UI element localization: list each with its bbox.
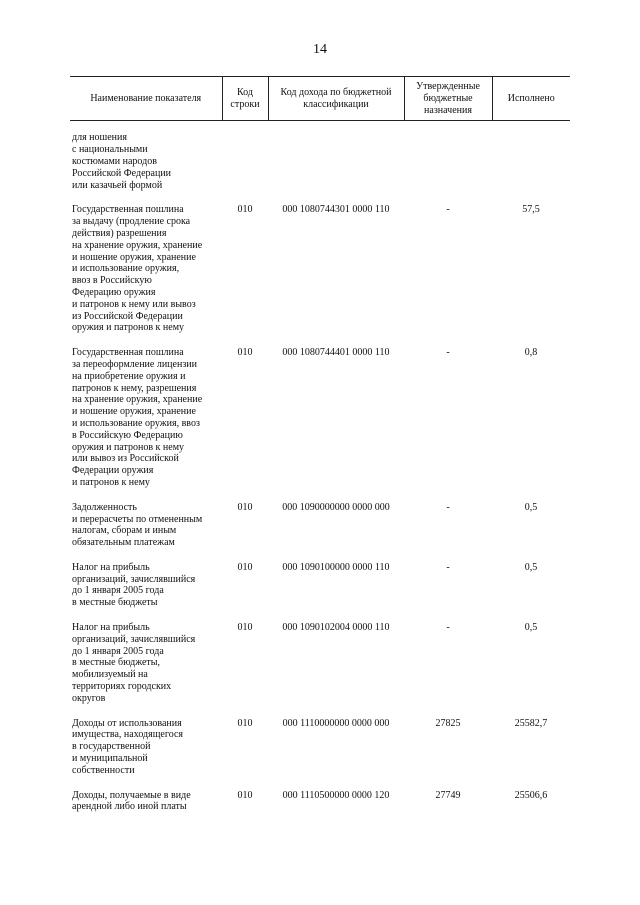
cell-line-code: 010	[237, 622, 253, 634]
cell-indicator-name: Налог на прибыль организаций, зачислявшийся до 1 января 2005 года в местные бюджеты	[72, 561, 196, 609]
table-row	[70, 612, 570, 708]
cell-line-code: 010	[237, 717, 253, 729]
cell-executed: 25506,6	[514, 789, 548, 801]
table-body	[70, 121, 570, 816]
cell-approved: -	[446, 204, 450, 216]
table-row	[70, 780, 570, 817]
cell-income-code: 000 1110000000 0000 000	[282, 717, 390, 729]
cell-executed	[492, 121, 570, 194]
cell-indicator-name: Доходы от использования имущества, находящегося в государственной и муниципальной собственности	[72, 717, 183, 776]
cell-executed: 0,8	[524, 347, 538, 359]
cell-approved: -	[446, 622, 450, 634]
cell-indicator-name: Государственная пошлина за переоформление лицензии на приобретение оружия и патронов к нему, разрешения на хранение оружия, хранение и ношение оружия, хранение и использование оружия, ввоз в Российскую Федерацию оружия и патронов к нему или вывоз из Российской Федерации оружия и патронов к нему	[72, 347, 203, 488]
header-executed: Исполнено	[492, 77, 570, 121]
cell-executed: 0,5	[524, 622, 538, 634]
cell-line-code: 010	[237, 561, 253, 573]
cell-line-code: 010	[237, 501, 253, 513]
header-line-code: Код строки	[222, 77, 268, 121]
cell-executed: 25582,7	[514, 717, 548, 729]
cell-indicator-name: для ношения с национальными костюмами народов Российской Федерации или казачьей формой	[72, 132, 172, 191]
cell-executed: 0,5	[524, 561, 538, 573]
cell-indicator-name: Налог на прибыль организаций, зачислявшийся до 1 января 2005 года в местные бюджеты, мобилизуемый на территориях городских округов	[72, 622, 196, 704]
cell-income-code: 000 1090100000 0000 110	[282, 561, 390, 573]
table-row	[70, 194, 570, 337]
cell-approved: -	[446, 561, 450, 573]
cell-approved: 27749	[435, 789, 461, 801]
cell-indicator-name: Государственная пошлина за выдачу (продление срока действия) разрешения на хранение оружия, хранение и ношение оружия, хранение и использование оружия, ввоз в Российскую Федерацию оружия и патронов к нему или вывоз из Российской Федерации оружия и патронов к нему	[72, 204, 203, 334]
cell-approved: 27825	[435, 717, 461, 729]
cell-approved: -	[446, 501, 450, 513]
cell-income-code: 000 1110500000 0000 120	[282, 789, 390, 801]
budget-execution-table	[70, 76, 570, 816]
cell-income-code	[268, 121, 404, 194]
cell-income-code: 000 1080744401 0000 110	[282, 347, 390, 359]
table-row	[70, 337, 570, 492]
table-row	[70, 121, 570, 194]
cell-indicator-name: Доходы, получаемые в виде арендной либо иной платы	[72, 789, 191, 813]
table-row	[70, 552, 570, 612]
header-income-code: Код дохода по бюджетной классификации	[268, 77, 404, 121]
table-row	[70, 492, 570, 552]
header-indicator-name: Наименование показателя	[70, 77, 222, 121]
cell-line-code	[222, 121, 268, 194]
cell-indicator-name: Задолженность и перерасчеты по отмененным налогам, сборам и иным обязательным платежам	[72, 501, 203, 549]
cell-line-code: 010	[237, 204, 253, 216]
cell-line-code: 010	[237, 789, 253, 801]
cell-income-code: 000 1080744301 0000 110	[282, 204, 390, 216]
cell-approved	[404, 121, 492, 194]
page-number: 14	[313, 42, 327, 57]
table-header-row	[70, 77, 570, 121]
cell-income-code: 000 1090102004 0000 110	[282, 622, 390, 634]
cell-approved: -	[446, 347, 450, 359]
table-row	[70, 708, 570, 780]
cell-income-code: 000 1090000000 0000 000	[282, 501, 390, 513]
cell-executed: 0,5	[524, 501, 538, 513]
cell-executed: 57,5	[522, 204, 540, 216]
header-approved: Утвержденные бюджетные назначения	[404, 77, 492, 121]
cell-line-code: 010	[237, 347, 253, 359]
